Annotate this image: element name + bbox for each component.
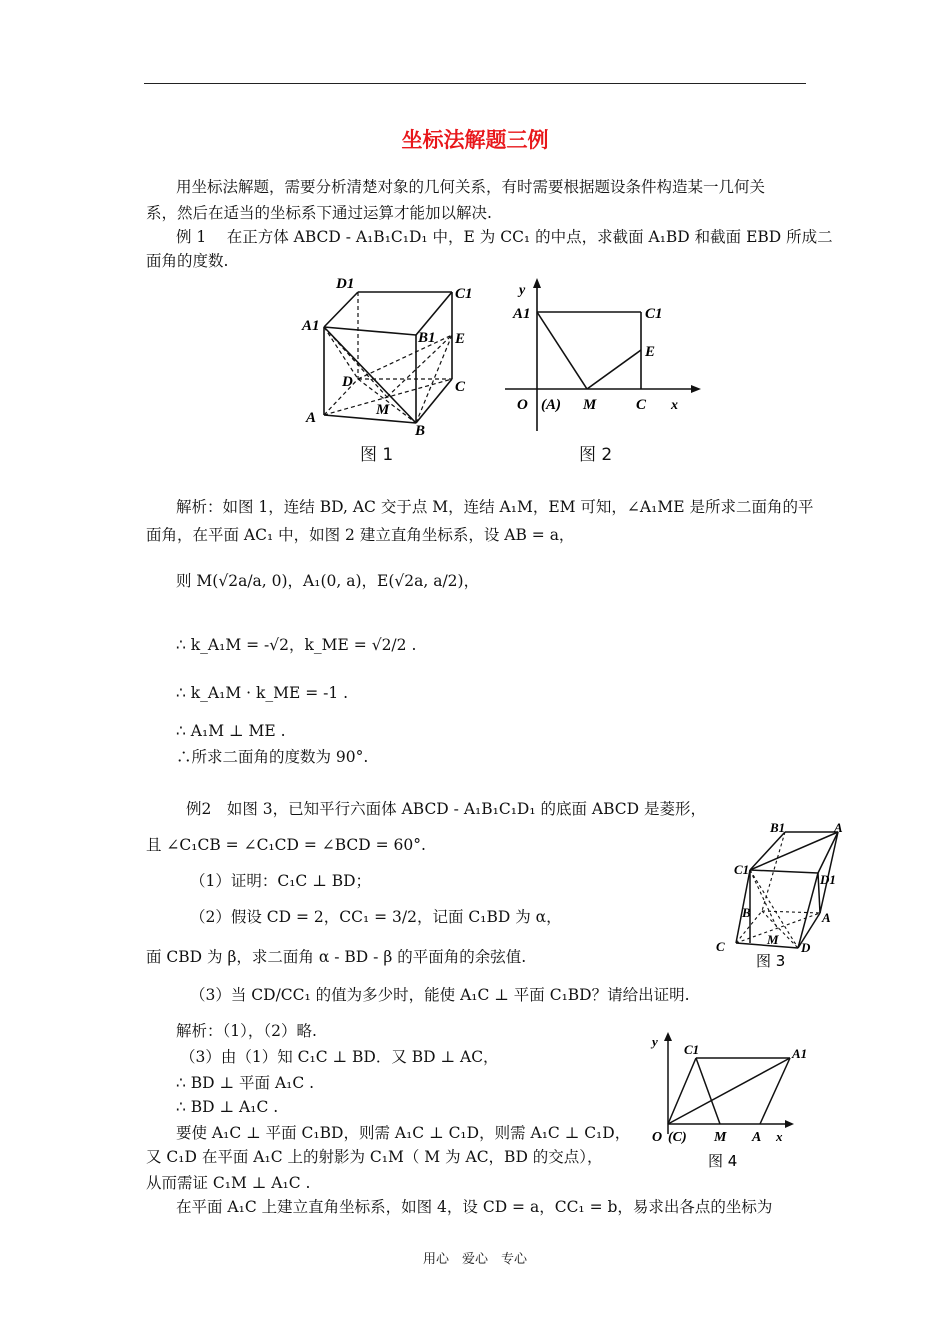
solution2-line-8: 在平面 A₁C 上建立直角坐标系，如图 4，设 CD = a，CC₁ = b，易求出各点的坐标为: [176, 1198, 773, 1216]
fig3-label-c1: C1: [734, 862, 750, 877]
fig1-label-m: M: [376, 402, 390, 418]
fig1-label-e: E: [455, 331, 466, 347]
fig4-label-o: O: [652, 1130, 663, 1145]
fig4-label-a1: A1: [792, 1046, 808, 1061]
solution1-coords: 则 M(√2a/a, 0)，A₁(0, a)，E(√2a, a/2)，: [176, 572, 480, 590]
solution2-line-1: 解析：（1），（2）略.: [176, 1022, 317, 1040]
example2-q3: （3）当 CD/CC₁ 的值为多少时，能使 A₁C ⊥ 平面 C₁BD？请给出证明.: [190, 986, 690, 1004]
fig2-caption: 图 2: [579, 445, 613, 465]
fig3-label-b1: B1: [770, 820, 786, 835]
fig1-label-c1: C1: [455, 286, 473, 302]
header-rule: [144, 83, 806, 84]
fig3-label-a-top: A: [834, 820, 843, 835]
example2-line-1: 例2 如图 3，已知平行六面体 ABCD - A₁B₁C₁D₁ 的底面 ABCD 是菱形，: [186, 800, 706, 818]
fig2-label-e: E: [645, 344, 656, 360]
solution1-perp: ∴ A₁M ⊥ ME .: [176, 722, 286, 740]
fig4-label-m: M: [714, 1130, 727, 1145]
fig4-label-x: x: [776, 1129, 783, 1144]
fig1-label-d1: D1: [336, 276, 355, 292]
fig3-label-c: C: [716, 939, 725, 954]
fig4-label-y: y: [652, 1034, 658, 1049]
solution2-line-4: ∴ BD ⊥ A₁C .: [176, 1098, 279, 1116]
page-title: 坐标法解题三例: [401, 128, 549, 152]
figure-3: [710, 818, 850, 973]
fig3-label-d: D: [801, 940, 811, 955]
fig2-label-x: x: [671, 398, 678, 413]
solution1-line-1: 解析：如图 1，连结 BD, AC 交于点 M，连结 A₁M，EM 可知，∠A₁ME 是所求二面角的平: [176, 498, 814, 516]
solution1-line-2: 面角，在平面 AC₁ 中，如图 2 建立直角坐标系，设 AB = a，: [146, 526, 575, 544]
solution2-line-3: ∴ BD ⊥ 平面 A₁C .: [176, 1074, 315, 1092]
example1-line-1: 例 1 在正方体 ABCD - A₁B₁C₁D₁ 中，E 为 CC₁ 的中点，求截面 A₁BD 和截面 EBD 所成二: [176, 228, 833, 246]
fig3-label-b: B: [742, 905, 751, 920]
fig1-label-c: C: [455, 379, 466, 395]
fig1-label-b1: B1: [418, 330, 436, 346]
fig2-label-o: O: [517, 397, 528, 413]
fig2-label-c1: C1: [645, 306, 663, 322]
fig4-label-a: A: [752, 1130, 762, 1145]
fig2-label-m: M: [583, 397, 597, 413]
figure-2: [505, 276, 705, 436]
example2-q2: （2）假设 CD = 2，CC₁ = 3/2，记面 C₁BD 为 α，: [190, 908, 562, 926]
fig3-label-d1: D1: [820, 872, 836, 887]
solution2-line-5: 要使 A₁C ⊥ 平面 C₁BD，则需 A₁C ⊥ C₁D，则需 A₁C ⊥ C₁D，: [176, 1124, 631, 1142]
intro-line-2: 系，然后在适当的坐标系下通过运算才能加以解决.: [146, 204, 492, 222]
example2-q1: （1）证明：C₁C ⊥ BD；: [190, 872, 372, 890]
example2-q2b: 面 CBD 为 β，求二面角 α - BD - β 的平面角的余弦值.: [146, 948, 527, 966]
solution2-line-6: 又 C₁D 在平面 A₁C 上的射影为 C₁M（ M 为 AC，BD 的交点），: [146, 1148, 603, 1166]
fig3-label-a: A: [822, 910, 831, 925]
solution1-answer: ∴所求二面角的度数为 90°.: [176, 748, 369, 766]
fig3-label-m: M: [767, 932, 779, 947]
fig1-caption: 图 1: [360, 445, 394, 465]
fig4-label-c-paren: (C): [668, 1130, 687, 1145]
figure-1: [300, 272, 485, 440]
fig1-label-b: B: [415, 423, 426, 439]
example1-line-2: 面角的度数.: [146, 252, 229, 270]
solution2-line-2: （3）由（1）知 C₁C ⊥ BD．又 BD ⊥ AC，: [180, 1048, 499, 1066]
fig2-label-a1: A1: [513, 306, 531, 322]
fig1-label-a: A: [306, 410, 317, 426]
fig2-label-a-paren: (A): [541, 397, 561, 413]
fig4-label-c1: C1: [684, 1042, 700, 1057]
fig2-label-c: C: [636, 397, 647, 413]
fig4-caption: 图 4: [708, 1152, 738, 1170]
figure-4: [648, 1030, 826, 1172]
page-footer: 用心 爱心 专心: [422, 1252, 527, 1267]
intro-line-1: 用坐标法解题，需要分析清楚对象的几何关系，有时需要根据题设条件构造某一几何关: [176, 178, 766, 196]
solution1-slopes: ∴ k_A₁M = -√2，k_ME = √2/2 .: [176, 636, 417, 654]
fig2-label-y: y: [519, 283, 526, 298]
example2-line-2: 且 ∠C₁CB = ∠C₁CD = ∠BCD = 60°.: [146, 836, 426, 854]
fig3-caption: 图 3: [756, 952, 786, 970]
solution1-product: ∴ k_A₁M · k_ME = -1 .: [176, 684, 349, 702]
solution2-line-7: 从而需证 C₁M ⊥ A₁C .: [146, 1174, 311, 1192]
fig1-label-a1: A1: [302, 318, 320, 334]
fig1-label-d: D: [342, 374, 353, 390]
